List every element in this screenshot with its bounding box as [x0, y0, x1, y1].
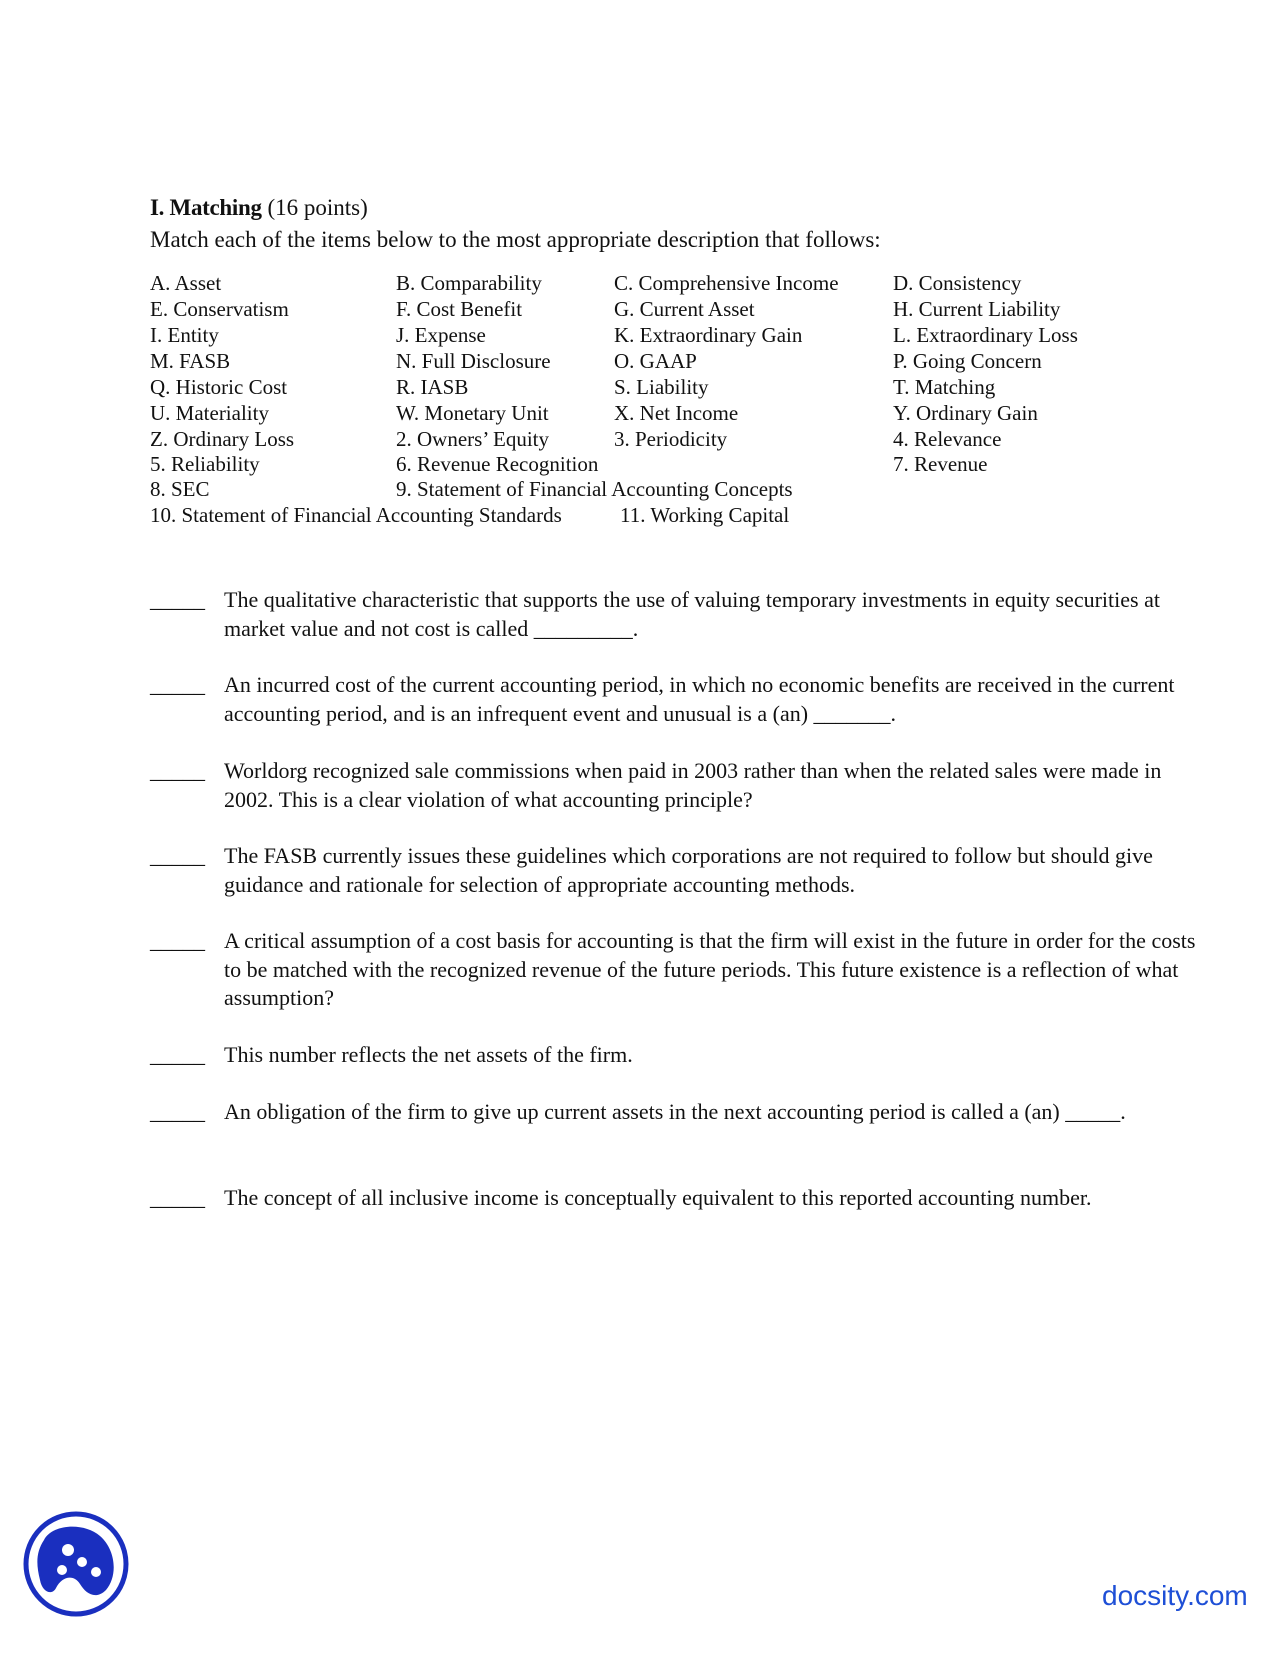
term-item: 2. Owners’ Equity [396, 427, 549, 451]
term-item: Q. Historic Cost [150, 375, 288, 399]
term-item: F. Cost Benefit [396, 297, 523, 321]
question-text: Worldorg recognized sale commissions when paid in 2003 rather than when the related sales were made in 2002. This is a clear violation of what accounting principle? [224, 758, 1162, 812]
term-item: Y. Ordinary Gain [893, 401, 1038, 425]
term-item: 10. Statement of Financial Accounting Standards [150, 503, 562, 527]
question-text: An incurred cost of the current accounting period, in which no economic benefits are received in the current accounting period, and is an infrequent event and unusual is a (an) _______. [224, 672, 1175, 726]
section-instructions: Match each of the items below to the most appropriate description that follows: [150, 227, 881, 252]
term-item: U. Materiality [150, 401, 269, 425]
term-item: I. Entity [150, 323, 219, 347]
answer-blank[interactable]: _____ [150, 843, 205, 868]
term-item: T. Matching [893, 375, 996, 399]
term-item: 7. Revenue [893, 452, 988, 476]
question-text: A critical assumption of a cost basis for accounting is that the firm will exist in the future in order for the costs to be matched with the recognized revenue of the future periods. This future existence is a reflection of what assumption? [224, 928, 1196, 1010]
answer-blank[interactable]: _____ [150, 1099, 205, 1124]
term-item: X. Net Income [614, 401, 739, 425]
term-item: N. Full Disclosure [396, 349, 551, 373]
term-item: D. Consistency [893, 271, 1022, 295]
term-item: 4. Relevance [893, 427, 1002, 451]
question-text: An obligation of the firm to give up current assets in the next accounting period is called a (an) _____. [224, 1099, 1126, 1124]
answer-blank[interactable]: _____ [150, 672, 205, 697]
term-item: L. Extraordinary Loss [893, 323, 1078, 347]
answer-blank[interactable]: _____ [150, 1185, 205, 1210]
section-points: (16 points) [267, 195, 368, 220]
term-item: W. Monetary Unit [396, 401, 549, 425]
question-text: The FASB currently issues these guidelines which corporations are not required to follow but should give guidance and rationale for selection of appropriate accounting methods. [224, 843, 1153, 897]
term-item: J. Expense [396, 323, 486, 347]
docsity-logo-icon[interactable] [22, 1510, 130, 1618]
answer-blank[interactable]: _____ [150, 758, 205, 783]
term-item: C. Comprehensive Income [614, 271, 839, 295]
term-item: A. Asset [150, 271, 222, 295]
term-item: 8. SEC [150, 477, 210, 501]
term-item: P. Going Concern [893, 349, 1042, 373]
question-text: This number reflects the net assets of the firm. [224, 1042, 633, 1067]
section-heading [150, 194, 368, 222]
term-item: G. Current Asset [614, 297, 755, 321]
answer-blank[interactable]: _____ [150, 1042, 205, 1067]
term-item: S. Liability [614, 375, 709, 399]
term-item: 5. Reliability [150, 452, 260, 476]
term-item: O. GAAP [614, 349, 697, 373]
term-item: R. IASB [396, 375, 469, 399]
term-item: 3. Periodicity [614, 427, 728, 451]
docsity-watermark[interactable]: docsity.com [1102, 1580, 1248, 1611]
term-item: M. FASB [150, 349, 231, 373]
question-text: The concept of all inclusive income is conceptually equivalent to this reported accounting number. [224, 1185, 1092, 1210]
question-text: The qualitative characteristic that supports the use of valuing temporary investments in equity securities at market value and not cost is called _________. [224, 587, 1160, 641]
section-title: I. Matching [150, 195, 262, 220]
term-item: 9. Statement of Financial Accounting Concepts [396, 477, 793, 501]
term-item: Z. Ordinary Loss [150, 427, 295, 451]
term-item: 6. Revenue Recognition [396, 452, 599, 476]
term-item: 11. Working Capital [620, 503, 790, 527]
term-item: K. Extraordinary Gain [614, 323, 803, 347]
answer-blank[interactable]: _____ [150, 928, 205, 953]
answer-blank[interactable]: _____ [150, 587, 205, 612]
term-item: H. Current Liability [893, 297, 1061, 321]
term-item: B. Comparability [396, 271, 542, 295]
term-item: E. Conservatism [150, 297, 289, 321]
